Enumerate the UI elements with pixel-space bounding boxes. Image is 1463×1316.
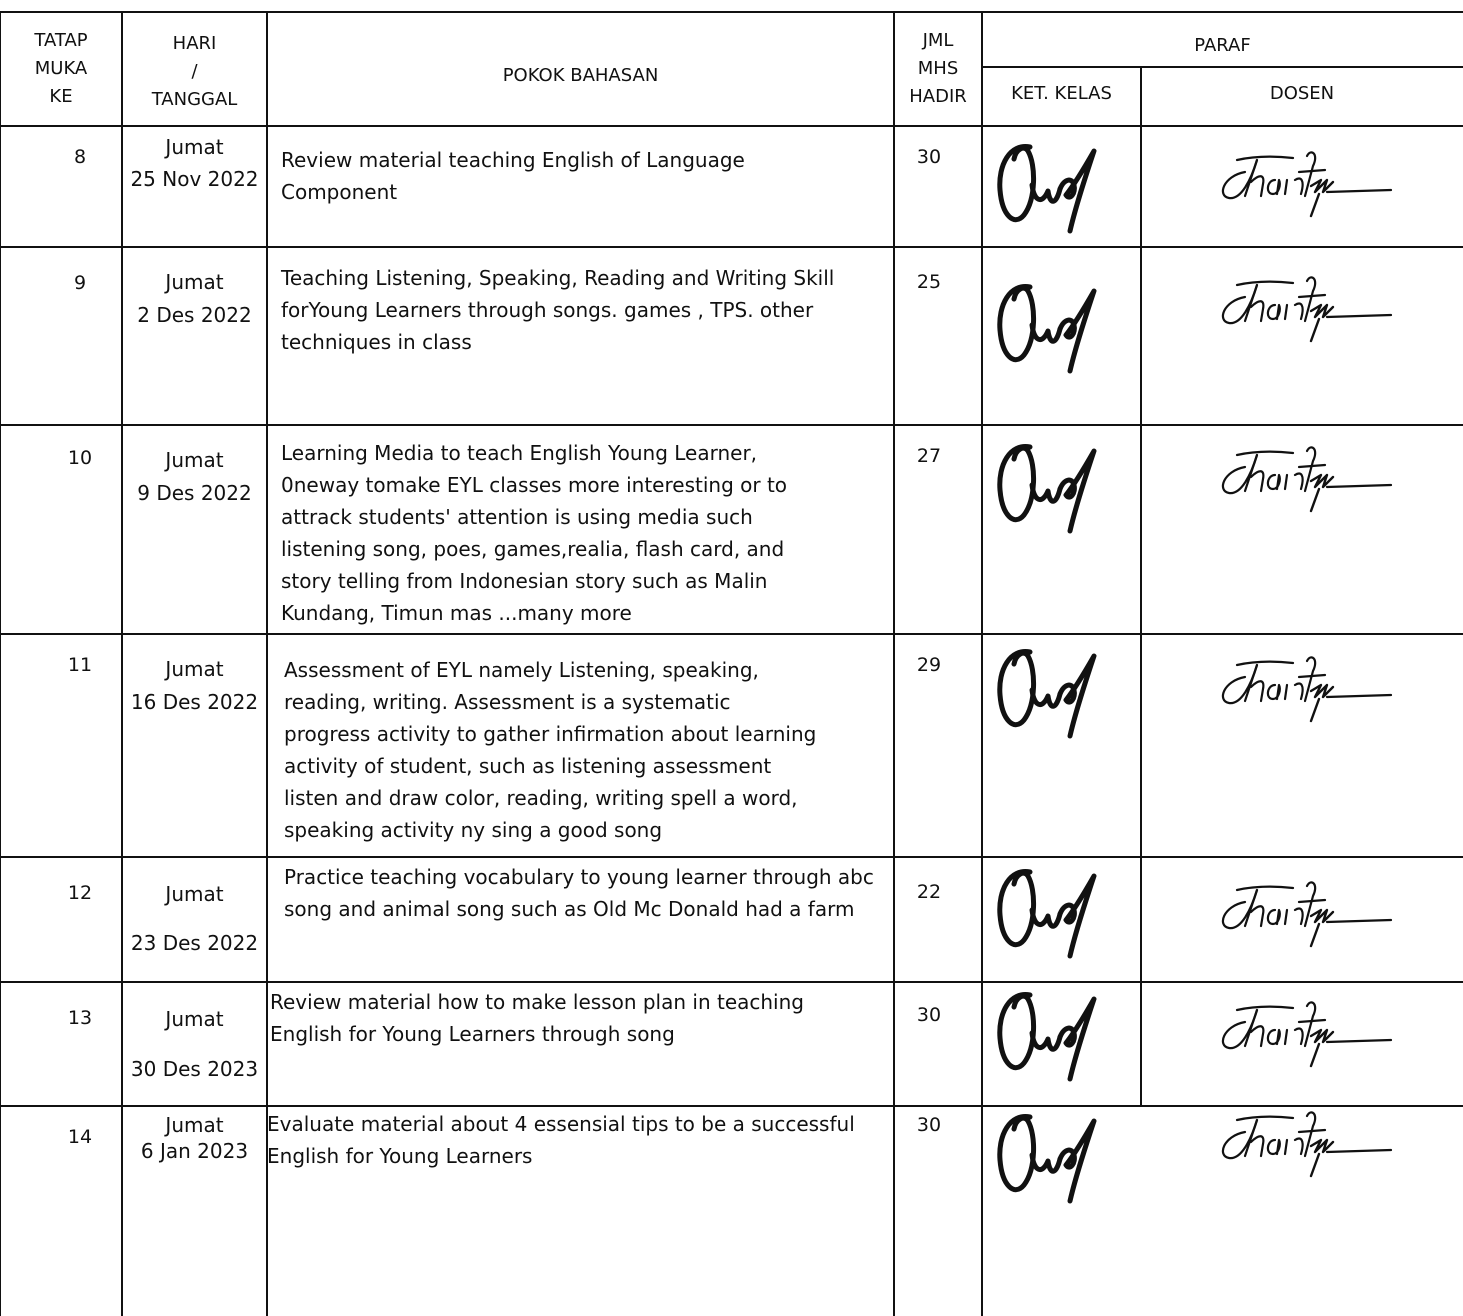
- header-hari: HARI: [172, 33, 217, 54]
- day-date: [122, 656, 267, 716]
- signature-stroke: [1060, 656, 1094, 736]
- class-rep-signature-icon: [990, 135, 1110, 235]
- day-date: [122, 134, 267, 193]
- topic-line: Evaluate material about 4 essensial tips to be a successful: [267, 1112, 855, 1136]
- header-dosen: DOSEN: [1269, 83, 1335, 104]
- topic-line: speaking activity ny sing a good song: [284, 818, 663, 842]
- lecturer-signature-icon: [1215, 445, 1405, 515]
- header-ke: KE: [49, 86, 73, 107]
- signature-stroke: [1060, 291, 1094, 371]
- signature-stroke: [1032, 690, 1060, 706]
- topic-line: Review material teaching English of Language: [281, 148, 745, 172]
- topic-text: [281, 262, 901, 358]
- header-hari-tanggal: [122, 30, 267, 114]
- signature-stroke: [1268, 1139, 1303, 1154]
- lecturer-signature-icon: [1215, 150, 1405, 220]
- class-rep-signature-icon: [990, 435, 1110, 535]
- class-rep-signature-icon: [990, 1105, 1110, 1205]
- date-label: 23 Des 2022: [130, 931, 259, 955]
- topic-line: progress activity to gather infirmation about learning: [284, 722, 817, 746]
- header-jml: JML: [922, 30, 954, 51]
- topic-line: reading, writing. Assessment is a systematic: [284, 690, 731, 714]
- day-label: Jumat: [165, 135, 224, 159]
- signature-stroke: [1311, 1140, 1333, 1176]
- topic-line: forYoung Learners through songs. games , TPS. other: [281, 298, 814, 322]
- signature-stroke: [1327, 315, 1391, 317]
- attendance-count: 30: [916, 1114, 942, 1136]
- day-label: Jumat: [165, 270, 224, 294]
- signature-stroke: [1223, 455, 1257, 493]
- date-label: 25 Nov 2022: [130, 167, 259, 191]
- signature-stroke: [1237, 887, 1293, 890]
- signature-stroke: [1237, 282, 1293, 285]
- signature-stroke: [1032, 325, 1060, 341]
- date-label: 2 Des 2022: [137, 303, 252, 327]
- signature-stroke: [1311, 1030, 1333, 1066]
- topic-line: Learning Media to teach English Young Learner,: [281, 441, 758, 465]
- class-rep-signature-icon: [990, 983, 1110, 1083]
- header-hadir: HADIR: [909, 86, 967, 107]
- signature-stroke: [1245, 285, 1263, 321]
- signature-stroke: [1032, 910, 1060, 926]
- signature-stroke: [1060, 451, 1094, 531]
- signature-stroke: [1000, 287, 1034, 360]
- signature-stroke: [1327, 695, 1391, 697]
- header-tatap: TATAP: [34, 30, 88, 51]
- topic-line: Kundang, Timun mas ...many more: [281, 601, 632, 625]
- topic-text: [281, 437, 901, 629]
- signature-stroke: [1245, 455, 1263, 491]
- header-slash: /: [191, 61, 198, 82]
- lecturer-signature-icon: [1215, 1000, 1405, 1070]
- date-label: 30 Des 2023: [130, 1057, 259, 1081]
- topic-text: [281, 144, 901, 208]
- topic-line: listening song, poes, games,realia, flash card, and: [281, 537, 785, 561]
- signature-stroke: [1237, 157, 1293, 160]
- signature-stroke: [1311, 910, 1333, 946]
- signature-stroke: [1060, 999, 1094, 1079]
- topic-line: listen and draw color, reading, writing spell a word,: [284, 786, 798, 810]
- day-label: Jumat: [165, 1113, 224, 1137]
- day-date: [122, 1112, 267, 1165]
- day-date: [122, 881, 267, 957]
- signature-stroke: [1245, 160, 1263, 196]
- signature-stroke: [1311, 305, 1333, 341]
- signature-stroke: [1000, 447, 1034, 520]
- meeting-number: 9: [73, 272, 87, 294]
- header-mhs: MHS: [917, 58, 959, 79]
- header-jml-mhs-hadir: [894, 27, 982, 111]
- signature-stroke: [1032, 485, 1060, 501]
- topic-line: Assessment of EYL namely Listening, speaking,: [284, 658, 759, 682]
- lecturer-signature-icon: [1215, 880, 1405, 950]
- attendance-count: 25: [916, 271, 942, 293]
- meeting-number: 8: [73, 146, 87, 168]
- signature-stroke: [1060, 151, 1094, 231]
- signature-stroke: [1237, 1117, 1293, 1120]
- signature-stroke: [1032, 1033, 1060, 1049]
- day-label: Jumat: [165, 448, 224, 472]
- lecturer-signature-icon: [1215, 655, 1405, 725]
- signature-stroke: [1268, 684, 1303, 699]
- meeting-number: 11: [67, 654, 93, 676]
- signature-stroke: [1237, 452, 1293, 455]
- meeting-number: 14: [67, 1126, 93, 1148]
- topic-line: song and animal song such as Old Mc Donald had a farm: [284, 897, 855, 921]
- signature-stroke: [1268, 1029, 1303, 1044]
- meeting-number: 12: [67, 882, 93, 904]
- signature-stroke: [1032, 1155, 1060, 1171]
- class-rep-signature-icon: [990, 860, 1110, 960]
- signature-stroke: [1327, 920, 1391, 922]
- signature-stroke: [1000, 652, 1034, 725]
- topic-line: Review material how to make lesson plan in teaching: [270, 990, 804, 1014]
- signature-stroke: [1268, 304, 1303, 319]
- class-rep-signature-icon: [990, 640, 1110, 740]
- topic-line: English for Young Learners through song: [270, 1022, 675, 1046]
- signature-stroke: [1327, 190, 1391, 192]
- topic-line: Teaching Listening, Speaking, Reading and Writing Skill: [281, 266, 835, 290]
- attendance-count: 27: [916, 445, 942, 467]
- signature-stroke: [1223, 1120, 1257, 1158]
- topic-text: [270, 986, 890, 1050]
- day-date: [122, 269, 267, 329]
- header-ket-kelas: KET. KELAS: [1011, 83, 1112, 104]
- signature-stroke: [1311, 475, 1333, 511]
- signature-stroke: [1000, 872, 1034, 945]
- attendance-count: 29: [916, 654, 942, 676]
- topic-line: techniques in class: [281, 330, 472, 354]
- date-label: 16 Des 2022: [130, 690, 259, 714]
- attendance-count: 22: [916, 881, 942, 903]
- header-muka: MUKA: [34, 58, 88, 79]
- topic-line: English for Young Learners: [267, 1144, 533, 1168]
- signature-stroke: [1245, 1010, 1263, 1046]
- signature-stroke: [1311, 685, 1333, 721]
- signature-stroke: [1245, 890, 1263, 926]
- signature-stroke: [1237, 1007, 1293, 1010]
- header-tanggal: TANGGAL: [151, 89, 238, 110]
- signature-stroke: [1000, 1117, 1034, 1190]
- day-label: Jumat: [165, 882, 224, 906]
- signature-stroke: [1223, 665, 1257, 703]
- signature-stroke: [1327, 485, 1391, 487]
- signature-stroke: [1268, 474, 1303, 489]
- attendance-count: 30: [916, 1004, 942, 1026]
- header-pokok-bahasan: POKOK BAHASAN: [502, 65, 659, 86]
- meeting-number: 13: [67, 1007, 93, 1029]
- header-tatap-muka-ke: [0, 27, 122, 111]
- topic-line: story telling from Indonesian story such as Malin: [281, 569, 768, 593]
- date-label: 9 Des 2022: [137, 481, 252, 505]
- topic-line: attrack students' attention is using media such: [281, 505, 753, 529]
- meeting-number: 10: [67, 447, 93, 469]
- day-date: [122, 1006, 267, 1083]
- signature-stroke: [1060, 876, 1094, 956]
- signature-stroke: [1268, 179, 1303, 194]
- lecturer-signature-icon: [1215, 275, 1405, 345]
- topic-line: Practice teaching vocabulary to young learner through abc: [284, 865, 874, 889]
- signature-stroke: [1237, 662, 1293, 665]
- topic-line: 0neway tomake EYL classes more interesting or to: [281, 473, 788, 497]
- signature-stroke: [1311, 180, 1333, 216]
- signature-stroke: [1223, 890, 1257, 928]
- topic-text: [267, 1108, 887, 1172]
- signature-stroke: [1245, 665, 1263, 701]
- signature-stroke: [1223, 160, 1257, 198]
- signature-stroke: [1245, 1120, 1263, 1156]
- signature-stroke: [1000, 995, 1034, 1068]
- topic-text: [284, 861, 904, 925]
- header-paraf: PARAF: [1194, 35, 1251, 56]
- day-date: [122, 447, 267, 507]
- signature-stroke: [1032, 185, 1060, 201]
- signature-stroke: [1327, 1040, 1391, 1042]
- class-rep-signature-icon: [990, 275, 1110, 375]
- signature-stroke: [1327, 1150, 1391, 1152]
- attendance-count: 30: [916, 146, 942, 168]
- signature-stroke: [1268, 909, 1303, 924]
- date-label: 6 Jan 2023: [140, 1139, 249, 1163]
- topic-line: Component: [281, 180, 398, 204]
- day-label: Jumat: [165, 1007, 224, 1031]
- topic-text: [284, 654, 904, 846]
- signature-stroke: [1223, 285, 1257, 323]
- signature-stroke: [1060, 1121, 1094, 1201]
- signature-stroke: [1000, 147, 1034, 220]
- day-label: Jumat: [165, 657, 224, 681]
- lecturer-signature-icon: [1215, 1110, 1405, 1180]
- signature-stroke: [1223, 1010, 1257, 1048]
- topic-line: activity of student, such as listening assessment: [284, 754, 772, 778]
